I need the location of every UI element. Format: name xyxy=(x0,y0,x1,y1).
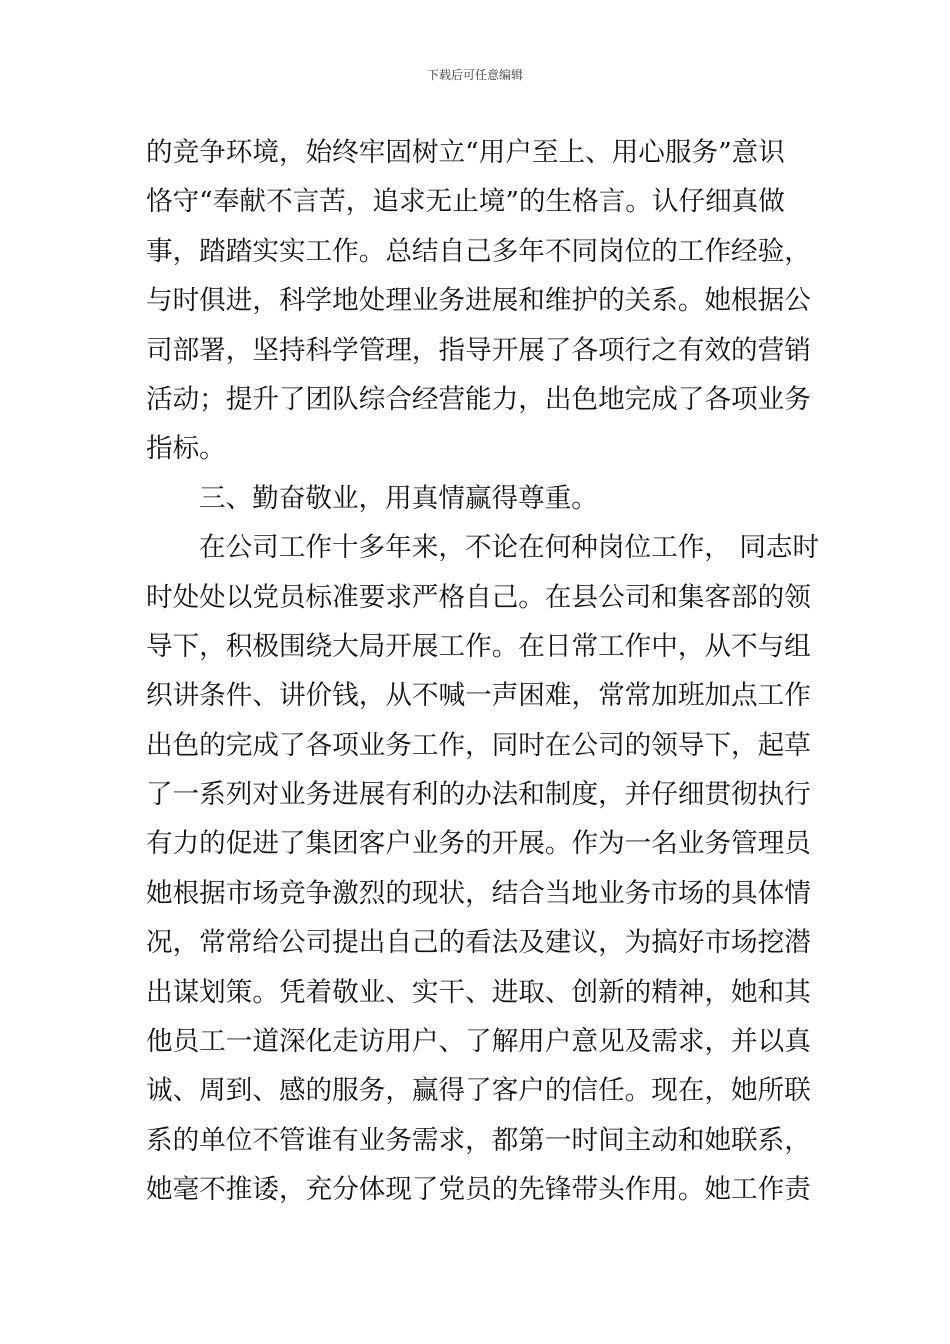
text-line: 导下，积极围绕大局开展工作。在日常工作中，从不与组 xyxy=(146,630,811,662)
text-line: 系的单位不管谁有业务需求，都第一时间主动和她联系， xyxy=(146,1124,811,1156)
text-line: 她根据市场竞争激烈的现状，结合当地业务市场的具体情 xyxy=(146,877,811,909)
text-line: 织讲条件、讲价钱，从不喊一声困难，常常加班加点工作 xyxy=(146,680,811,712)
text-line: 活动；提升了团队综合经营能力，出色地完成了各项业务 xyxy=(146,383,811,415)
paragraph-first-line: 在公司工作十多年来，不论在何种岗位工作， 同志时 xyxy=(199,532,820,564)
text-line: 恪守“奉献不言苦，追求无止境”的生格言。认仔细真做 xyxy=(146,186,785,218)
text-line: 况，常常给公司提出自己的看法及建议，为搞好市场挖潜 xyxy=(146,927,811,959)
text-line: 出色的完成了各项业务工作，同时在公司的领导下，起草 xyxy=(146,729,811,761)
text-line: 他员工一道深化走访用户、了解用户意见及需求，并以真 xyxy=(146,1026,811,1058)
text-line: 指标。 xyxy=(146,433,226,465)
text-line: 她毫不推诿，充分体现了党员的先锋带头作用。她工作责 xyxy=(146,1174,811,1206)
section-heading: 三、勤奋敬业，用真情赢得尊重。 xyxy=(199,482,598,514)
text-line: 出谋划策。凭着敬业、实干、进取、创新的精神，她和其 xyxy=(146,976,811,1008)
text-line: 司部署，坚持科学管理，指导开展了各项行之有效的营销 xyxy=(146,334,811,366)
text-line: 事，踏踏实实工作。总结自己多年不同岗位的工作经验， xyxy=(146,235,811,267)
body-text xyxy=(146,128,820,1215)
text-line: 了一系列对业务进展有利的办法和制度，并仔细贯彻执行 xyxy=(146,779,811,811)
text-line: 的竞争环境，始终牢固树立“用户至上、用心服务”意识 xyxy=(146,137,785,168)
text-line: 有力的促进了集团客户业务的开展。作为一名业务管理员 xyxy=(146,828,811,860)
text-line: 诚、周到、感的服务，赢得了客户的信任。现在，她所联 xyxy=(146,1075,811,1107)
text-line: 与时俱进，科学地处理业务进展和维护的关系。她根据公 xyxy=(146,285,811,317)
header-note: 下载后可任意编辑 xyxy=(426,68,523,82)
text-line: 时处处以党员标准要求严格自己。在县公司和集客部的领 xyxy=(146,581,811,613)
